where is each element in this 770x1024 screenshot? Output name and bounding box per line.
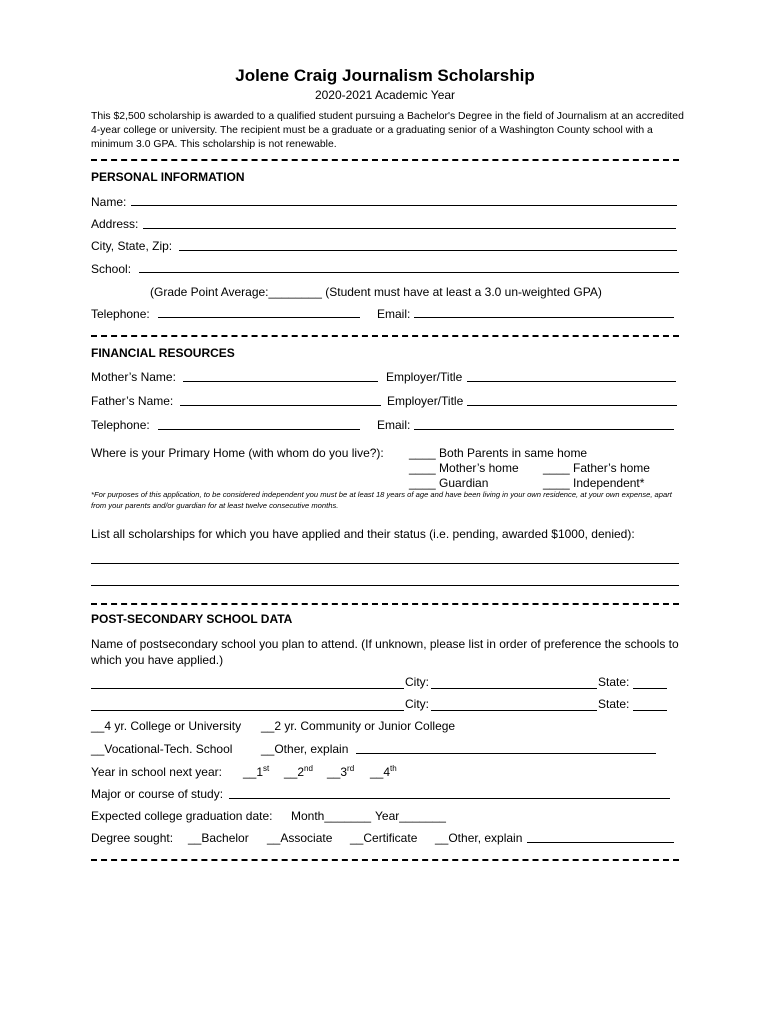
school-field[interactable]	[139, 272, 679, 273]
section-divider	[91, 603, 679, 605]
option-2yr-college[interactable]: __2 yr. Community or Junior College	[261, 719, 456, 733]
parent-telephone-field[interactable]	[158, 429, 360, 430]
father-name-label: Father’s Name:	[91, 394, 174, 408]
year-3-text: __3	[327, 765, 348, 779]
year-4-suffix: th	[390, 764, 397, 773]
option-other-school[interactable]: __Other, explain	[261, 742, 349, 756]
city-state-zip-field[interactable]	[179, 250, 677, 251]
father-employer-field[interactable]	[467, 405, 677, 406]
year-1-text: __1	[243, 765, 264, 779]
school-1-city-field[interactable]	[431, 688, 597, 689]
independent-footnote: *For purposes of this application, to be considered independent you must be at least 18 years of age and have been living in your own residence, at your own expense, apart from your parents and/or guardian for at least twelve consecutive months.	[91, 490, 672, 510]
option-independent[interactable]: ____ Independent*	[543, 476, 645, 490]
city-state-zip-label: City, State, Zip:	[91, 239, 173, 253]
option-both-parents[interactable]: ____ Both Parents in same home	[409, 446, 588, 460]
degree-other-explain-field[interactable]	[527, 842, 674, 843]
academic-year: 2020-2021 Academic Year	[314, 88, 456, 102]
mother-employer-label: Employer/Title	[386, 370, 463, 384]
school-2-state-label: State:	[598, 697, 630, 711]
year-option-2nd[interactable]	[284, 765, 313, 779]
page-title: Jolene Craig Journalism Scholarship	[235, 66, 535, 85]
year-3-suffix: rd	[347, 764, 355, 773]
option-guardian[interactable]: ____ Guardian	[409, 476, 489, 490]
school-2-state-field[interactable]	[633, 710, 667, 711]
degree-bachelor-option[interactable]: __Bachelor	[188, 831, 249, 845]
graduation-date-label: Expected college graduation date:	[91, 809, 273, 823]
major-label: Major or course of study:	[91, 787, 224, 801]
telephone-field[interactable]	[158, 317, 360, 318]
year-2-suffix: nd	[304, 764, 313, 773]
email-field[interactable]	[414, 317, 674, 318]
address-label: Address:	[91, 217, 139, 231]
email-label: Email:	[377, 307, 411, 321]
year-1-suffix: st	[263, 764, 270, 773]
option-vocational[interactable]: __Vocational-Tech. School	[91, 742, 233, 756]
school-1-state-field[interactable]	[633, 688, 667, 689]
option-mothers-home[interactable]: ____ Mother’s home	[409, 461, 519, 475]
year-option-3rd[interactable]	[327, 765, 354, 779]
section-divider	[91, 335, 679, 337]
intro-paragraph: This $2,500 scholarship is awarded to a qualified student pursuing a Bachelor's Degree in the field of Journalism at an accredited 4-year college or university. The recipient must be a graduate or a graduating senior of a Washington County school with a minimum 3.0 GPA. This scholarship is not renewable.	[91, 111, 684, 150]
degree-associate-option[interactable]: __Associate	[267, 831, 333, 845]
personal-info-heading: PERSONAL INFORMATION	[91, 170, 245, 184]
other-school-explain-field[interactable]	[356, 753, 656, 754]
section-divider	[91, 159, 679, 161]
postsecondary-heading: POST-SECONDARY SCHOOL DATA	[91, 612, 293, 626]
telephone-label: Telephone:	[91, 307, 150, 321]
section-divider	[91, 859, 679, 861]
scholarships-line-2[interactable]	[91, 585, 679, 586]
parent-telephone-label: Telephone:	[91, 418, 150, 432]
financial-resources-heading: FINANCIAL RESOURCES	[91, 346, 235, 360]
year-option-4th[interactable]	[370, 765, 397, 779]
year-4-text: __4	[370, 765, 391, 779]
school-2-city-label: City:	[405, 697, 429, 711]
year-2-text: __2	[284, 765, 305, 779]
school-choice-1-field[interactable]	[91, 688, 404, 689]
name-label: Name:	[91, 195, 127, 209]
school-1-city-label: City:	[405, 675, 429, 689]
postsecondary-prompt: Name of postsecondary school you plan to attend. (If unknown, please list in order of preference the schools to which you have applied.)	[91, 637, 679, 667]
mother-employer-field[interactable]	[467, 381, 676, 382]
school-1-state-label: State:	[598, 675, 630, 689]
scholarships-prompt: List all scholarships for which you have applied and their status (i.e. pending, awarded $1000, denied):	[91, 527, 635, 541]
school-label: School:	[91, 262, 132, 276]
name-field[interactable]	[131, 205, 677, 206]
degree-certificate-option[interactable]: __Certificate	[350, 831, 418, 845]
degree-other-option[interactable]: __Other, explain	[435, 831, 523, 845]
address-field[interactable]	[143, 228, 676, 229]
graduation-year-field[interactable]: Year_______	[375, 809, 446, 823]
father-employer-label: Employer/Title	[387, 394, 464, 408]
scholarships-line-1[interactable]	[91, 563, 679, 564]
mother-name-label: Mother’s Name:	[91, 370, 176, 384]
year-option-1st[interactable]	[243, 765, 269, 779]
degree-sought-label: Degree sought:	[91, 831, 174, 845]
parent-email-label: Email:	[377, 418, 411, 432]
parent-email-field[interactable]	[414, 429, 674, 430]
school-2-city-field[interactable]	[431, 710, 597, 711]
school-choice-2-field[interactable]	[91, 710, 404, 711]
option-4yr-college[interactable]: __4 yr. College or University	[91, 719, 242, 733]
primary-home-question: Where is your Primary Home (with whom do you live?):	[91, 446, 384, 460]
mother-name-field[interactable]	[183, 381, 378, 382]
father-name-field[interactable]	[180, 405, 381, 406]
gpa-label[interactable]: (Grade Point Average:________ (Student must have at least a 3.0 un-weighted GPA)	[150, 285, 602, 299]
year-in-school-label: Year in school next year:	[91, 765, 222, 779]
graduation-month-field[interactable]: Month_______	[291, 809, 372, 823]
major-field[interactable]	[229, 798, 670, 799]
option-fathers-home[interactable]: ____ Father’s home	[543, 461, 650, 475]
